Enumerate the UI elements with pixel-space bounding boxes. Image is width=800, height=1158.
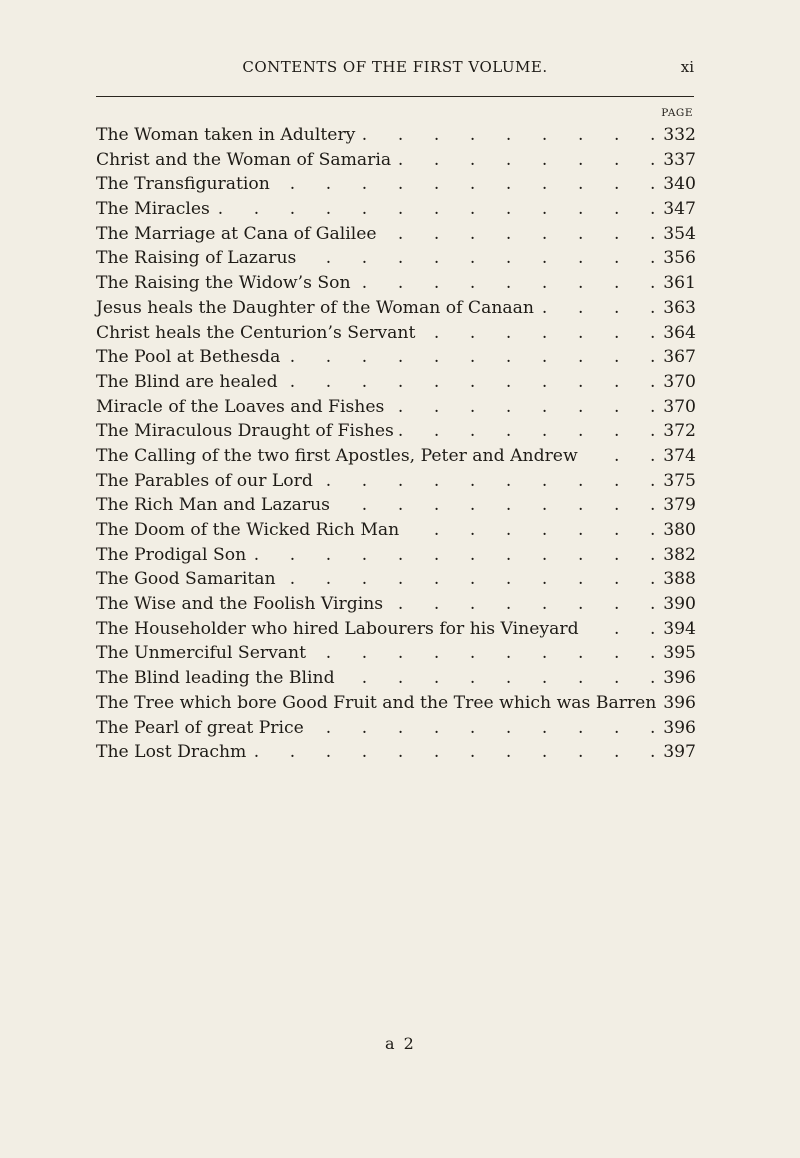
table-of-contents <box>96 123 696 765</box>
toc-entry-title: Christ and the Woman of Samaria <box>96 148 395 173</box>
toc-entry-page: 354 <box>663 223 696 244</box>
toc-entry <box>96 296 696 321</box>
toc-entry-title: The Prodigal Son <box>96 543 250 568</box>
toc-entry-page: 361 <box>663 273 696 294</box>
toc-entry <box>96 641 696 666</box>
page-column-label: PAGE <box>661 107 693 119</box>
toc-entry-page: 396 <box>663 668 696 689</box>
toc-entry <box>96 321 696 346</box>
toc-entry-title: The Raising of Lazarus <box>96 246 300 271</box>
toc-entry-title: The Rich Man and Lazarus <box>96 493 334 518</box>
toc-entry-title: Miracle of the Loaves and Fishes <box>96 395 388 420</box>
toc-entry-title: The Doom of the Wicked Rich Man <box>96 518 403 543</box>
toc-entry <box>96 543 696 568</box>
toc-entry <box>96 518 696 543</box>
toc-entry-page: 380 <box>663 520 696 540</box>
toc-entry <box>96 370 696 395</box>
toc-entry <box>96 148 696 173</box>
toc-entry-title: The Miraculous Draught of Fishes <box>96 419 398 444</box>
toc-entry <box>96 567 696 592</box>
toc-entry-page: 367 <box>663 347 696 368</box>
toc-entry <box>96 222 696 247</box>
toc-entry <box>96 493 696 518</box>
toc-entry-page: 356 <box>663 248 696 269</box>
toc-entry-page: 332 <box>663 125 696 145</box>
toc-entry-page: 372 <box>663 421 696 442</box>
toc-entry <box>96 172 696 197</box>
toc-entry-page: 375 <box>663 470 696 491</box>
toc-entry-title: The Transfiguration <box>96 172 274 197</box>
toc-entry-page: 390 <box>663 594 696 615</box>
toc-entry-page: 347 <box>663 199 696 220</box>
toc-entry-page: 364 <box>663 322 696 343</box>
signature-mark: a 2 <box>385 1034 416 1053</box>
toc-entry <box>96 246 696 271</box>
toc-entry-title: The Parables of our Lord <box>96 469 317 494</box>
toc-entry-title: The Blind leading the Blind <box>96 666 339 691</box>
toc-entry <box>96 271 696 296</box>
toc-entry-title: The Raising the Widow’s Son <box>96 271 355 296</box>
toc-entry-page: 397 <box>663 742 696 763</box>
toc-entry <box>96 740 696 765</box>
toc-entry-page: 382 <box>663 544 696 565</box>
toc-entry <box>96 691 696 716</box>
toc-entry-page: 396 <box>663 692 696 713</box>
toc-entry <box>96 444 696 469</box>
toc-entry-title: The Wise and the Foolish Virgins <box>96 592 387 617</box>
toc-entry-title: The Pearl of great Price <box>96 716 308 741</box>
toc-entry-title: The Lost Drachm <box>96 740 250 765</box>
toc-entry-title: Jesus heals the Daughter of the Woman of Canaan <box>96 296 538 321</box>
toc-entry <box>96 345 696 370</box>
toc-entry-title: The Tree which bore Good Fruit and the Tree which was Barren <box>96 691 660 716</box>
page-folio: xi <box>680 58 694 76</box>
toc-entry-title: The Marriage at Cana of Galilee <box>96 222 381 247</box>
toc-entry-title: The Calling of the two first Apostles, Peter and Andrew <box>96 444 582 469</box>
toc-entry <box>96 395 696 420</box>
toc-entry-page: 340 <box>663 174 696 195</box>
toc-entry-page: 337 <box>663 149 696 170</box>
toc-entry-title: The Householder who hired Labourers for his Vineyard <box>96 617 583 642</box>
toc-entry <box>96 123 696 148</box>
toc-entry-title: Christ heals the Centurion’s Servant <box>96 321 419 346</box>
toc-entry <box>96 197 696 222</box>
toc-entry-title: The Miracles <box>96 197 214 222</box>
toc-entry-page: 370 <box>663 396 696 417</box>
toc-entry-page: 396 <box>663 717 696 738</box>
toc-entry-page: 363 <box>663 297 696 318</box>
running-title: CONTENTS OF THE FIRST VOLUME. <box>242 58 548 76</box>
toc-entry-page: 394 <box>663 618 696 639</box>
toc-entry-page: 388 <box>663 569 696 590</box>
toc-entry-title: The Pool at Bethesda <box>96 345 284 370</box>
header-rule <box>96 96 694 97</box>
toc-entry-page: 370 <box>663 371 696 392</box>
toc-entry <box>96 419 696 444</box>
toc-entry-page: 374 <box>663 445 696 466</box>
toc-entry <box>96 666 696 691</box>
toc-entry <box>96 716 696 741</box>
running-head <box>96 58 694 82</box>
toc-entry <box>96 592 696 617</box>
toc-entry-title: The Unmerciful Servant <box>96 641 310 666</box>
toc-entry-title: The Blind are healed <box>96 370 282 395</box>
toc-entry-title: The Good Samaritan <box>96 567 280 592</box>
toc-entry <box>96 617 696 642</box>
toc-entry-page: 379 <box>663 495 696 516</box>
toc-entry-title: The Woman taken in Adultery <box>96 123 359 148</box>
toc-entry <box>96 469 696 494</box>
toc-entry-page: 395 <box>663 643 696 664</box>
